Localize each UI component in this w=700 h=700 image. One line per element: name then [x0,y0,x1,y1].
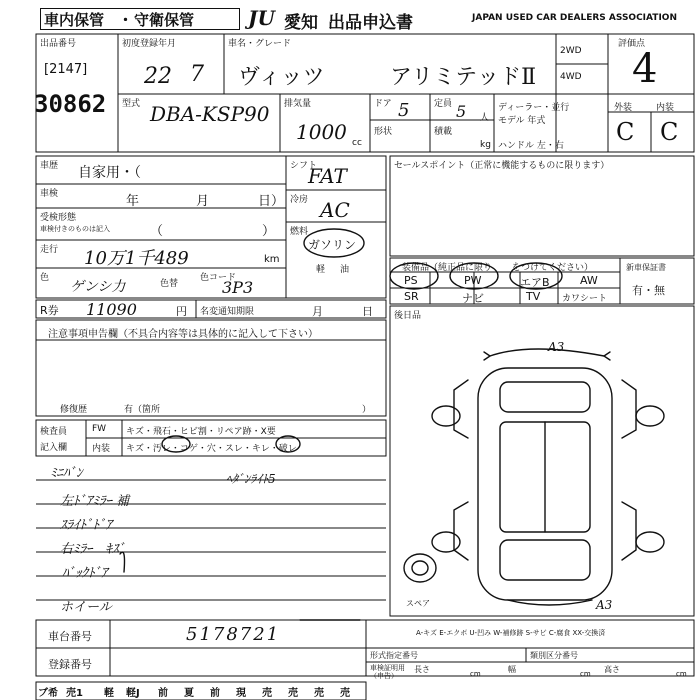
equipment-label-2: をつけてください） [512,263,594,273]
score-value: 4 [632,46,658,92]
lot-sub-number: [2147] [44,62,88,77]
drive-4wd: 4WD [560,72,582,82]
name-change-label: 名変通知期限 [200,307,255,317]
inspection-label: 車検 [40,189,59,199]
doors-value: 5 [398,100,410,121]
type-designation-label: 形式指定番号 [370,651,418,660]
spare-label: スペア [406,599,430,608]
recycle-label: R券 [40,304,59,317]
name-grade-label: 車名・グレード [228,39,292,49]
car-grade: アリミテッドⅡ [390,65,537,90]
int-check-label: 内装 [92,444,111,454]
stamp-7: 現 [236,688,246,699]
capacity-value: 5 [456,102,467,121]
recycle-unit: 円 [176,305,187,318]
repair-value: 有（箇所 [124,405,161,415]
receive-sub: 車検付きのものは記入 [40,225,110,233]
stamp-1: 売1 [66,688,83,699]
fuel-value: ガソリン [308,238,357,252]
model-year-label: モデル 年式 [498,116,546,126]
category-number-label: 類別区分番号 [530,651,578,660]
equip-ps: PS [404,274,418,287]
warranty-label: 新車保証書 [626,263,666,272]
displacement-unit: cc [352,138,362,148]
hand-note-3: 左ﾄﾞｱﾐﾗｰ 補 [60,494,130,509]
stamp-4: 前 [158,688,168,699]
hand-note-7: ホイール [60,600,112,615]
ext-grade: C [616,118,635,146]
hand-note-6: ﾊﾞｯｸﾄﾞｱ [62,566,108,581]
stamp-11: 売 [340,688,350,699]
color-code-value: 3P3 [222,278,254,297]
name-change-month: 月 [312,305,323,318]
length-unit: cm [470,670,481,678]
hand-note-2: ﾍﾀﾞﾝﾗｲﾄ5 [226,472,276,486]
first-reg-label: 初度登録年月 [122,39,177,49]
equip-seat: カワシート [562,294,608,304]
mileage-label: 走行 [40,245,59,255]
height-label: 高さ [604,665,620,674]
fuel-option-light: 軽 [316,265,326,275]
stamp-2: 軽 [104,688,114,699]
fuel-option-oil: 油 [340,265,350,275]
recycle-amount: 11090 [86,300,137,319]
score-label: 評価点 [618,39,646,49]
equipment-label: 装備品（純正品に限り [402,263,493,273]
load-label: 積載 [434,127,453,137]
displacement-label: 排気量 [284,99,312,109]
color-code-label: 色コード [200,273,237,283]
handle-label: ハンドル 左・右 [498,141,564,151]
hand-note-5: 右ﾐﾗｰ ｷｽﾞ [60,542,126,557]
drive-2wd: 2WD [560,46,582,56]
repair-label: 修復歴 [60,405,88,415]
equip-pw: PW [464,274,482,287]
equip-navi: ナビ [462,292,484,305]
height-unit: cm [676,670,687,678]
chassis-label: 車台番号 [48,630,92,643]
dealer-label: ディーラー・並行 [498,103,570,113]
chassis-number: 5178721 [186,624,281,645]
load-unit: kg [480,140,491,150]
int-grade: C [660,118,679,146]
capacity-unit: 人 [480,113,490,123]
tag-indoor-storage: 車内保管 [44,11,105,29]
inspector-label: 検査員 [40,427,68,437]
repaint-label: 色替 [160,279,179,289]
capacity-label: 定員 [434,99,453,109]
model-code: DBA-KSP90 [150,102,270,126]
warranty-value: 有・無 [632,284,665,297]
history-value: 自家用・（ [78,165,141,181]
stamp-8: 売 [262,688,272,699]
lot-number: 30862 [34,90,107,118]
mileage-value: 10万1千489 [84,248,189,269]
int-check-items: キズ・汚レ・コゲ・穴・スレ・キレ・破レ [126,444,297,454]
cert-sub: （申告） [370,672,398,680]
width-label: 幅 [508,665,516,674]
receive-paren-left: （ [150,224,164,239]
history-label: 車歴 [40,161,59,171]
stamp-5: 夏 [184,688,194,699]
shape-label: 形状 [374,127,393,137]
ext-label: 外装 [614,103,633,113]
registration-label: 登録番号 [48,658,92,671]
receive-label: 受検形態 [40,213,77,223]
post-items-label: 後日品 [394,311,422,321]
stamp-3: 軽J [126,688,140,699]
displacement-value: 1000 [296,120,347,144]
equip-aw: AW [580,274,598,287]
hand-note-4: ｽﾗｲﾄﾞﾄﾞｱ [60,518,112,533]
ac-label: 冷房 [290,195,309,205]
stamp-9: 売 [288,688,298,699]
stamp-0: ブ希 [38,688,58,699]
doors-label: ドア [374,99,392,109]
car-diagram [404,349,664,605]
document-title: 出品申込書 [328,13,413,33]
fw-label: FW [92,424,107,434]
tag-guard-storage: 守衛保管 [134,11,195,29]
length-label: 長さ [414,665,430,674]
car-name: ヴィッツ [238,65,325,90]
color-label: 色 [40,273,50,283]
association-name: JAPAN USED CAR DEALERS ASSOCIATION [472,13,677,23]
shift-value: FAT [308,164,347,188]
inspection-day: 日） [258,194,285,209]
receive-paren-right: ） [262,224,276,239]
equip-tv: TV [526,290,541,303]
tag-separator: ・ [118,11,134,29]
first-reg-year: 22 [144,64,172,89]
sales-point-label: セールスポイント（正常に機能するものに限ります） [394,161,610,171]
equip-sr: SR [404,290,419,303]
entry-label: 記入欄 [40,443,68,453]
org-name: 愛知 [284,13,318,33]
width-unit: cm [580,670,591,678]
notes-label: 注意事項申告欄（不具合内容等は具体的に記入して下さい） [48,329,318,340]
stamp-6: 前 [210,688,220,699]
lot-label: 出品番号 [40,39,77,49]
color-value: ゲンシ力 [70,279,126,295]
equip-airbag: エアB [520,276,550,289]
ju-logo: JU [248,6,275,30]
int-label: 内装 [656,103,675,113]
mileage-unit: km [264,254,280,265]
fuel-label: 燃料 [290,227,309,237]
model-label: 型式 [122,99,141,109]
shift-label: シフト [290,161,318,171]
ac-value: AC [320,198,350,222]
diagram-top-mark: A3 [548,340,565,354]
first-reg-month: 7 [190,62,204,87]
hand-note-1: ﾐﾆﾊﾞﾝ [50,466,83,481]
repair-close: ） [362,405,372,415]
diagram-bottom-mark: A3 [596,598,613,612]
cert-label: 車検証明用 [370,664,405,672]
ext-check-items: キズ・飛石・ヒビ割・リペア跡・X要 [126,427,276,437]
inspection-month: 月 [196,194,210,209]
damage-legend: A-キズ E-エクボ U-凹み W-補修跡 S-サビ C-腐食 XX-交換済 [416,629,606,637]
name-change-day: 日 [362,305,373,318]
stamp-10: 売 [314,688,324,699]
inspection-year: 年 [126,194,140,209]
